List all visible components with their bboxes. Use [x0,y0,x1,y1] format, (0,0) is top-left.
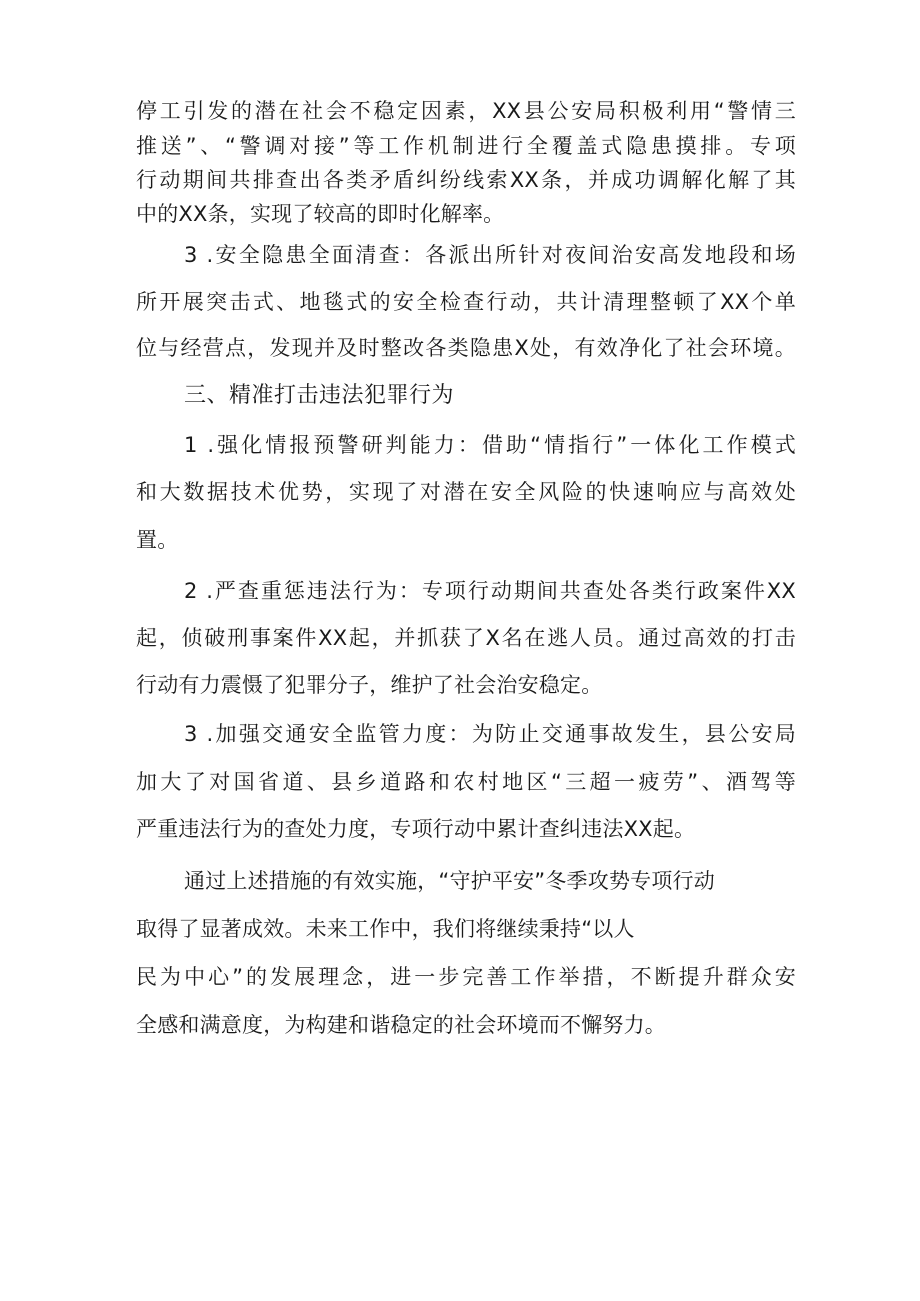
paragraph-6-line-1: 通过上述措施的有效实施，“守护平安”冬季攻势专项行动 [184,869,715,893]
paragraph-3-line-2: 和大数据技术优势，实现了对潜在安全风险的快速响应与高效处 [136,480,796,504]
paragraph-6-line-3: 民为中心”的发展理念，进一步完善工作举措，不断提升群众安 [136,965,796,989]
paragraph-4-line-1: 2 .严查重惩违法行为：专项行动期间共查处各类行政案件XX [184,579,796,603]
paragraph-1-line-2: 推送”、“警调对接”等工作机制进行全覆盖式隐患摸排。专项 [136,134,796,158]
paragraph-1-line-1: 停工引发的潜在社会不稳定因素，XX县公安局积极利用“警情三 [136,99,796,123]
paragraph-4-line-2: 起，侦破刑事案件XX起，并抓获了X名在逃人员。通过高效的打击 [136,626,796,650]
paragraph-2-line-2: 所开展突击式、地毯式的安全检查行动，共计清理整顿了XX个单 [136,290,796,314]
paragraph-6-line-2: 取得了显著成效。未来工作中，我们将继续秉持“以人 [136,917,635,941]
paragraph-5-line-1: 3 .加强交通安全监管力度：为防止交通事故发生，县公安局 [184,722,796,746]
section-3-heading: 三、精准打击违法犯罪行为 [184,383,455,408]
paragraph-4-line-3: 行动有力震慑了犯罪分子，维护了社会治安稳定。 [136,673,603,697]
paragraph-2-line-3: 位与经营点，发现并及时整改各类隐患X处，有效净化了社会环境。 [136,336,796,360]
paragraph-5-line-2: 加大了对国省道、县乡道路和农村地区“三超一疲劳”、酒驾等 [136,770,796,794]
paragraph-2-line-1: 3 .安全隐患全面清查：各派出所针对夜间治安高发地段和场 [184,243,796,267]
paragraph-5-line-3: 严重违法行为的查处力度，专项行动中累计查纠违法XX起。 [136,817,696,841]
paragraph-6-line-4: 全感和满意度，为构建和谐稳定的社会环境而不懈努力。 [136,1013,666,1037]
paragraph-1-line-3: 行动期间共排查出各类矛盾纠纷线索XX条，并成功调解化解了其 [136,168,796,192]
paragraph-3-line-3: 置。 [136,528,179,552]
paragraph-1-line-4: 中的XX条，实现了较高的即时化解率。 [136,202,505,226]
paragraph-3-line-1: 1 .强化情报预警研判能力：借助“情指行”一体化工作模式 [184,433,796,457]
